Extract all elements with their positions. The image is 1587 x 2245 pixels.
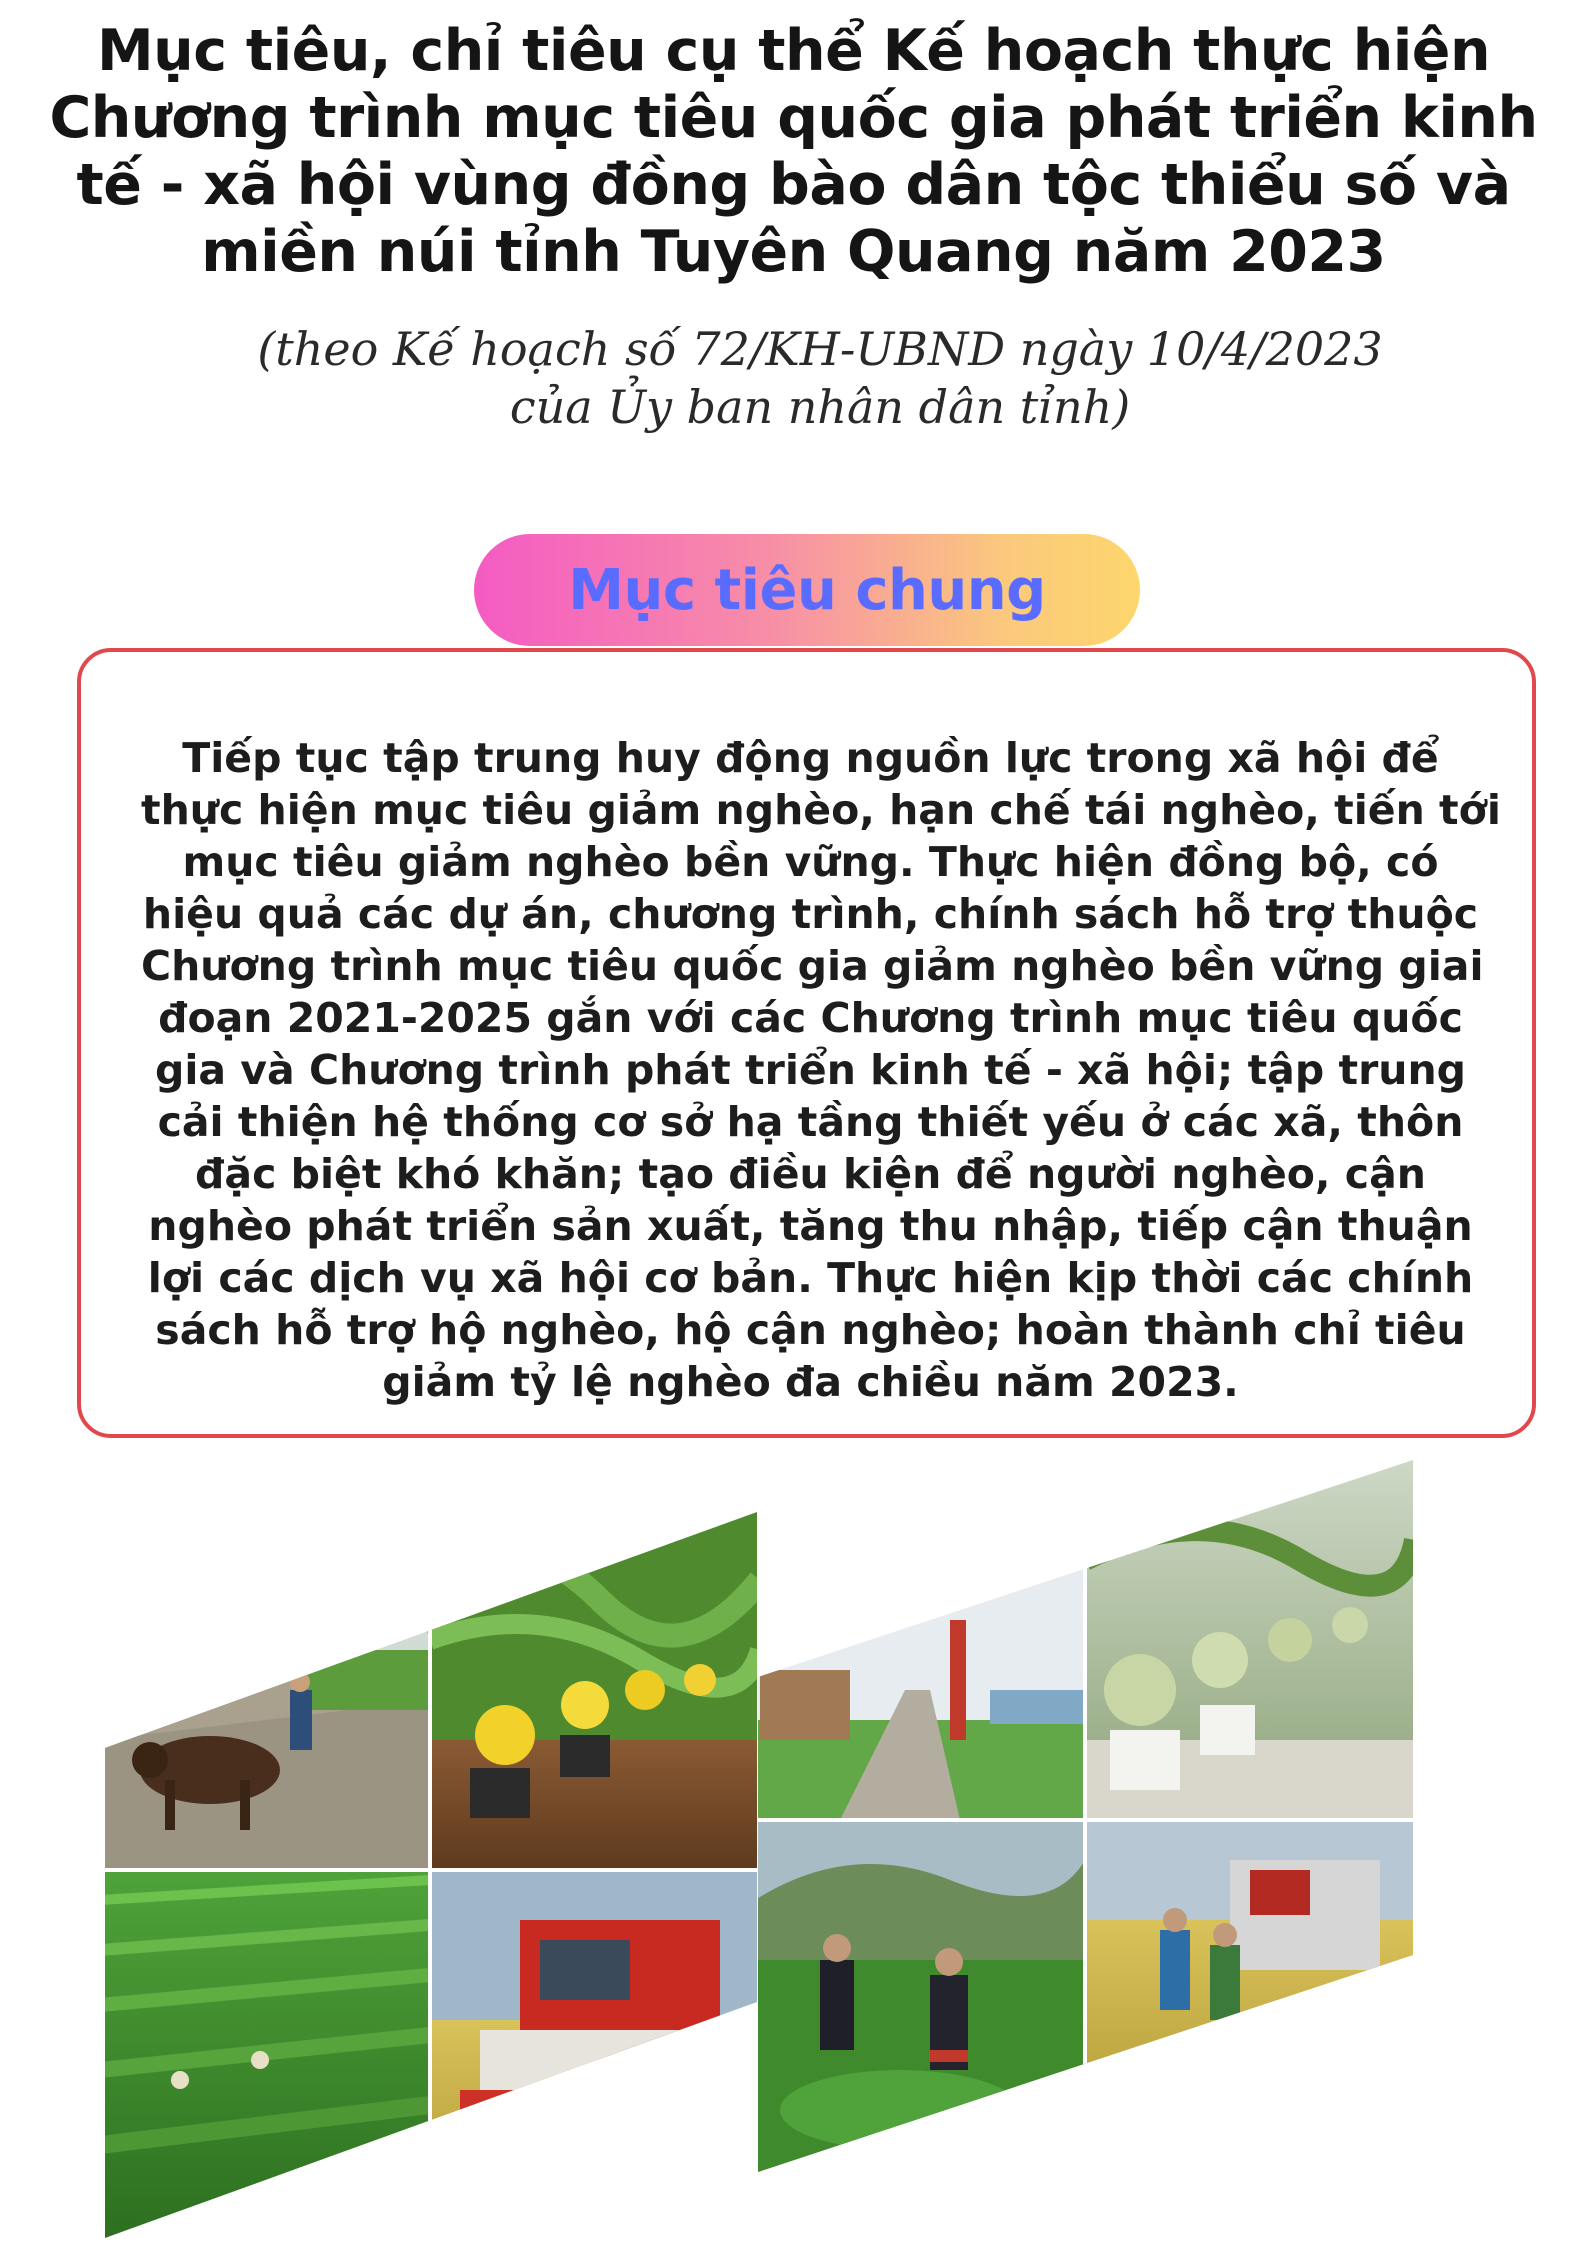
title-line: miền núi tỉnh Tuyên Quang năm 2023	[201, 219, 1386, 285]
tea-pickers-photo	[755, 1820, 1085, 2190]
body-line: cải thiện hệ thống cơ sở hạ tầng thiết yếu ở các xã, thôn	[157, 1098, 1464, 1146]
ox-photo	[100, 1500, 430, 1870]
general-objective-text	[141, 732, 1501, 1408]
title-line: tế - xã hội vùng đồng bào dân tộc thiểu số và	[76, 152, 1511, 218]
section-label-pill	[474, 534, 1140, 646]
photo-collage	[0, 1440, 1587, 2245]
rice-harvest-photo	[1085, 1820, 1415, 2190]
body-line: Tiếp tục tập trung huy động nguồn lực trong xã hội để	[182, 734, 1439, 782]
body-line: gia và Chương trình phát triển kinh tế - xã hội; tập trung	[154, 1046, 1467, 1094]
body-line: sách hỗ trợ hộ nghèo, hộ cận nghèo; hoàn thành chỉ tiêu	[155, 1306, 1466, 1354]
body-line: thực hiện mục tiêu giảm nghèo, hạn chế tái nghèo, tiến tới	[141, 786, 1501, 834]
harvester-photo	[430, 1870, 760, 2245]
body-line: đặc biệt khó khăn; tạo điều kiện để người nghèo, cận	[195, 1150, 1426, 1198]
body-line: hiệu quả các dự án, chương trình, chính sách hỗ trợ thuộc	[142, 890, 1479, 938]
general-objective-box	[77, 648, 1536, 1438]
body-line: Chương trình mục tiêu quốc gia giảm nghèo bền vững giai	[141, 942, 1484, 990]
melon-photo	[430, 1500, 760, 1870]
title-line: Mục tiêu, chỉ tiêu cụ thể Kế hoạch thực hiện	[96, 18, 1491, 84]
body-line: giảm tỷ lệ nghèo đa chiều năm 2023.	[382, 1358, 1239, 1406]
source-note-line: của Ủy ban nhân dân tỉnh)	[509, 380, 1131, 434]
village-road-photo	[755, 1450, 1085, 1820]
body-line: mục tiêu giảm nghèo bền vững. Thực hiện đồng bộ, có	[182, 838, 1439, 886]
right-photo-group	[750, 1440, 1420, 2200]
body-line: lợi các dịch vụ xã hội cơ bản. Thực hiện kịp thời các chính	[147, 1254, 1474, 1302]
source-note-line: (theo Kế hoạch số 72/KH-UBND ngày 10/4/2023	[257, 322, 1383, 376]
section-label: Mục tiêu chung	[568, 557, 1046, 623]
green-melon-photo	[1085, 1450, 1415, 1820]
page-title	[30, 18, 1557, 286]
left-photo-group	[100, 1500, 770, 2245]
body-line: nghèo phát triển sản xuất, tăng thu nhập, tiếp cận thuận	[148, 1202, 1473, 1250]
body-line: đoạn 2021-2025 gắn với các Chương trình mục tiêu quốc	[158, 994, 1463, 1042]
source-note	[100, 320, 1540, 436]
tea-field-photo	[100, 1870, 430, 2245]
title-line: Chương trình mục tiêu quốc gia phát triển kinh	[49, 85, 1538, 151]
